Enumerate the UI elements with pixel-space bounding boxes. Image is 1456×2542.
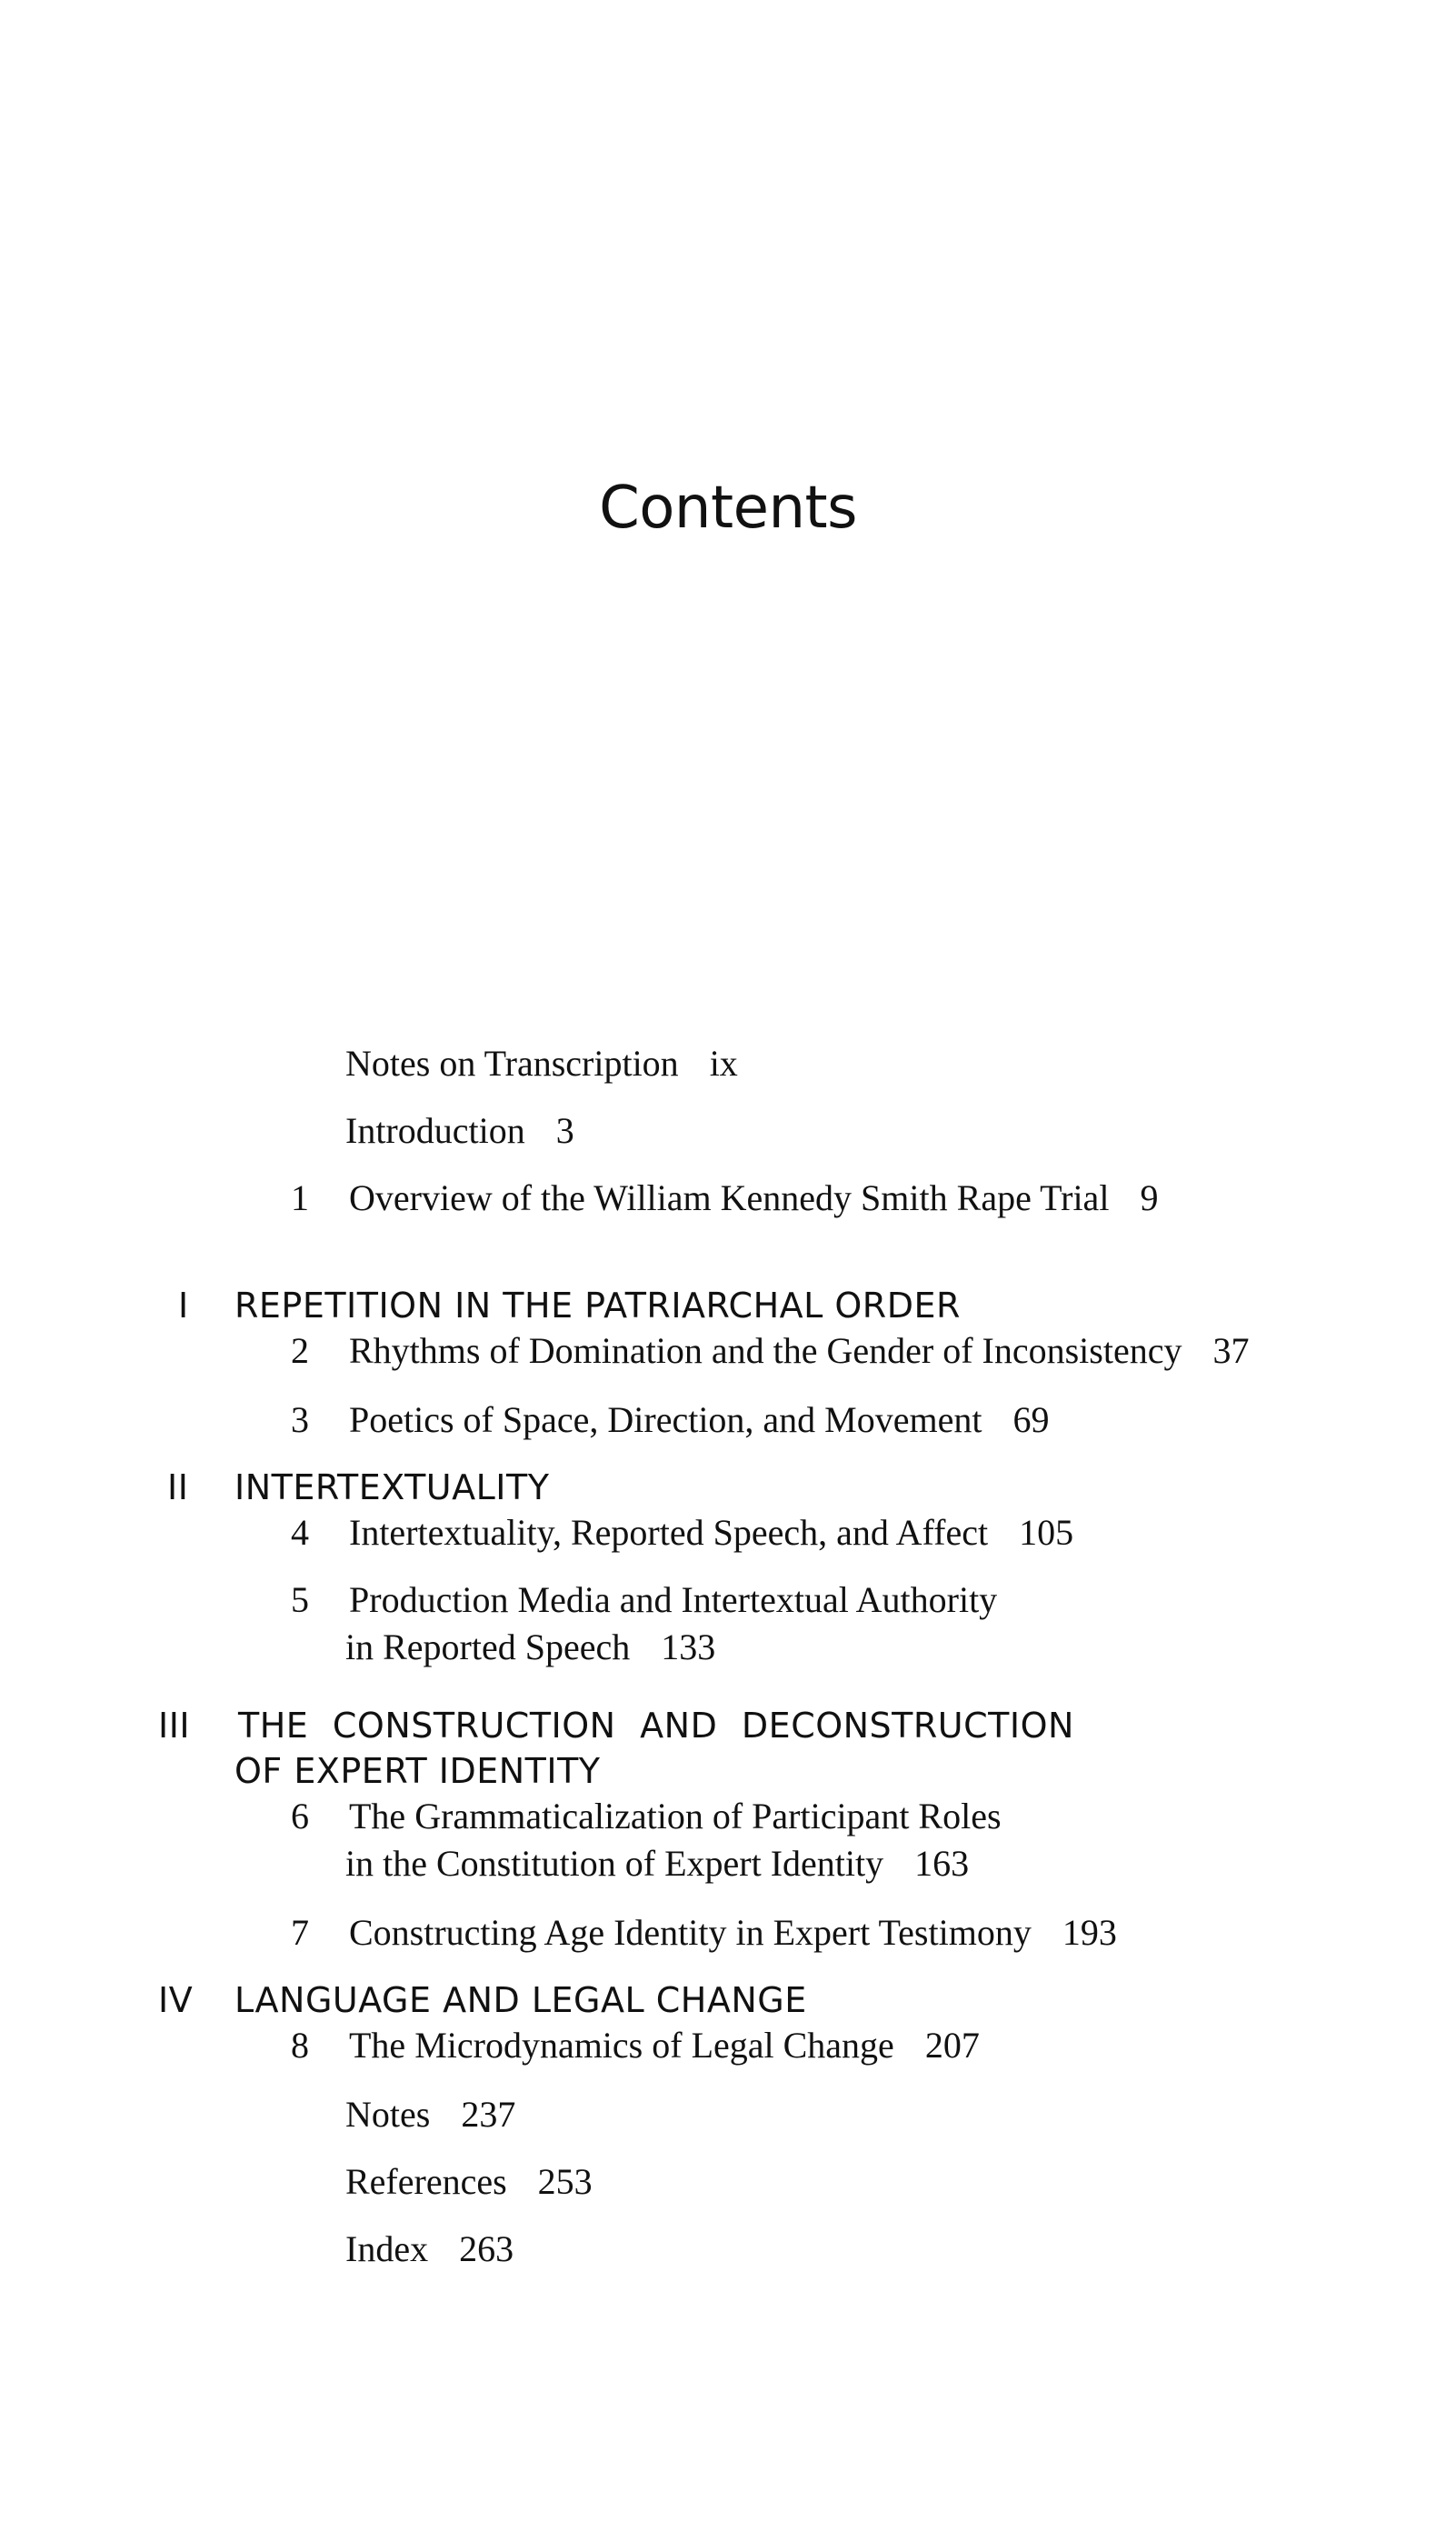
part-title: INTERTEXTUALITY <box>234 1467 550 1507</box>
toc-entry-page: 69 <box>1012 1399 1050 1440</box>
toc-entry-label: Index <box>345 2228 429 2269</box>
toc-chapter-6-continued[interactable] <box>345 1840 969 1887</box>
toc-entry-page: ix <box>709 1043 738 1084</box>
part-title: LANGUAGE AND LEGAL CHANGE <box>234 1980 807 2020</box>
toc-entry-page: 9 <box>1140 1177 1159 1218</box>
toc-entry-page: 105 <box>1019 1512 1074 1553</box>
toc-entry-page: 133 <box>661 1626 716 1667</box>
toc-entry-page: 37 <box>1212 1330 1250 1371</box>
toc-entry-back[interactable] <box>345 2091 515 2138</box>
part-number: IV <box>158 1980 194 2020</box>
toc-entry-label: in the Constitution of Expert Identity <box>345 1843 884 1884</box>
toc-entry-front[interactable] <box>345 1107 574 1155</box>
toc-entry-label: Notes on Transcription <box>345 1043 679 1084</box>
chapter-number: 8 <box>291 2025 309 2066</box>
toc-chapter-8[interactable] <box>273 2022 980 2069</box>
toc-entry-back[interactable] <box>345 2158 593 2206</box>
toc-entry-label: Overview of the William Kennedy Smith Rape Trial <box>349 1177 1110 1218</box>
part-number: III <box>158 1706 191 1746</box>
chapter-number: 6 <box>291 1796 309 1836</box>
toc-entry-label: References <box>345 2161 507 2202</box>
toc-chapter-7[interactable] <box>273 1909 1117 1957</box>
part-title: REPETITION IN THE PATRIARCHAL ORDER <box>234 1286 961 1326</box>
toc-entry-label: Rhythms of Domination and the Gender of Inconsistency <box>349 1330 1182 1371</box>
toc-entry-label: in Reported Speech <box>345 1626 631 1667</box>
page-title: Contents <box>599 475 857 542</box>
toc-chapter-3[interactable] <box>273 1396 1049 1444</box>
chapter-number: 2 <box>291 1330 309 1371</box>
toc-chapter-5-continued[interactable] <box>345 1624 715 1671</box>
toc-entry-page: 253 <box>537 2161 593 2202</box>
toc-entry-page: 163 <box>914 1843 970 1884</box>
toc-entry-page: 263 <box>459 2228 514 2269</box>
toc-entry-page: 237 <box>461 2094 516 2135</box>
toc-chapter-5[interactable] <box>273 1576 997 1624</box>
part-number: I <box>178 1286 189 1326</box>
toc-entry-label: Constructing Age Identity in Expert Testimony <box>349 1912 1032 1953</box>
toc-chapter-6[interactable] <box>273 1793 1002 1840</box>
toc-chapter-1[interactable] <box>273 1175 1158 1222</box>
part-number: II <box>167 1467 189 1507</box>
toc-entry-page: 207 <box>924 2025 980 2066</box>
toc-entry-label: Intertextuality, Reported Speech, and Affect <box>349 1512 989 1553</box>
chapter-number: 5 <box>291 1579 309 1620</box>
toc-entry-page: 193 <box>1062 1912 1117 1953</box>
toc-chapter-2[interactable] <box>273 1327 1249 1375</box>
toc-entry-page: 3 <box>555 1110 574 1151</box>
part-title-continued: OF EXPERT IDENTITY <box>234 1751 601 1791</box>
toc-entry-label: The Grammaticalization of Participant Roles <box>349 1796 1002 1836</box>
chapter-number: 1 <box>291 1177 309 1218</box>
toc-entry-label: Introduction <box>345 1110 525 1151</box>
toc-entry-label: Notes <box>345 2094 431 2135</box>
chapter-number: 7 <box>291 1912 309 1953</box>
toc-entry-label: Poetics of Space, Direction, and Movement <box>349 1399 982 1440</box>
toc-entry-back[interactable] <box>345 2226 514 2273</box>
toc-entry-front[interactable] <box>345 1040 738 1087</box>
toc-entry-label: The Microdynamics of Legal Change <box>349 2025 894 2066</box>
toc-entry-label: Production Media and Intertextual Authority <box>349 1579 998 1620</box>
part-title: THE CONSTRUCTION AND DECONSTRUCTION <box>238 1706 1074 1746</box>
chapter-number: 4 <box>291 1512 309 1553</box>
chapter-number: 3 <box>291 1399 309 1440</box>
toc-chapter-4[interactable] <box>273 1509 1073 1556</box>
